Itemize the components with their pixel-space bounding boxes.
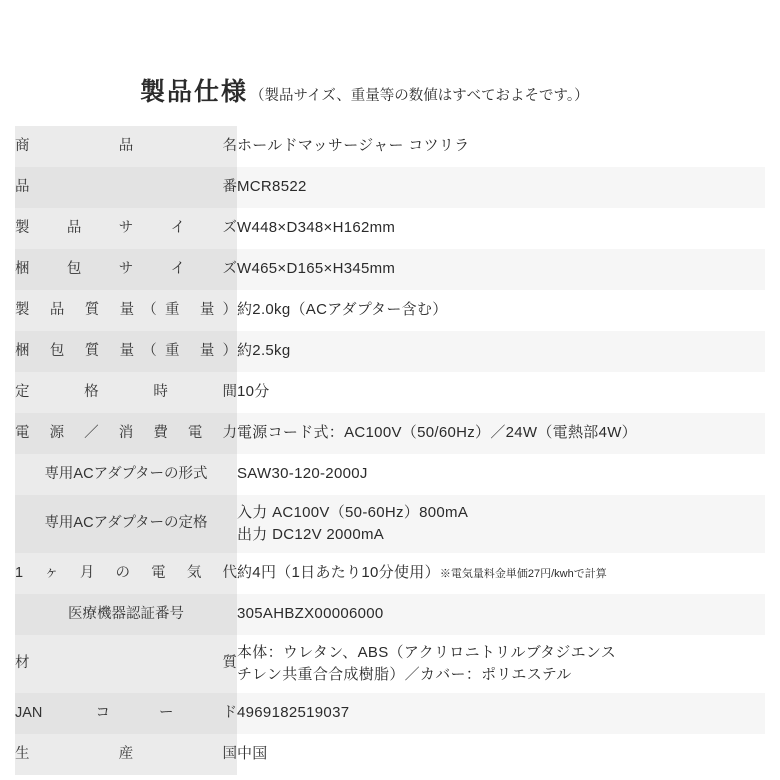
- spec-label: 製 品 質 量（重 量）: [15, 290, 237, 331]
- spec-value: W465×D165×H345mm: [237, 249, 765, 290]
- table-row: [15, 594, 765, 635]
- spec-value-note: ※電気量料金単価27円/kwhで計算: [439, 568, 607, 581]
- spec-value: [237, 495, 765, 553]
- table-row: [15, 331, 765, 372]
- spec-label: 定 格 時 間: [15, 372, 237, 413]
- spec-label: 品 番: [15, 167, 237, 208]
- spec-label: 材 質: [15, 635, 237, 693]
- spec-value-line-2: チレン共重合合成樹脂）／カバー：ポリエステル: [237, 666, 572, 683]
- spec-label: 製 品 サ イ ズ: [15, 208, 237, 249]
- spec-value: 305AHBZX00006000: [237, 594, 765, 635]
- spec-value-line-1: 入力 AC100V（50-60Hz）800mA: [237, 503, 469, 521]
- spec-value: [237, 635, 765, 693]
- spec-value-text: 約4円（1日あたり10分使用）: [237, 564, 440, 582]
- table-row: [15, 553, 765, 594]
- table-row: [15, 495, 765, 553]
- spec-label: 専用ACアダプターの形式: [15, 454, 237, 495]
- spec-table: [15, 126, 765, 775]
- spec-value: ホールドマッサージャー コツリラ: [237, 126, 765, 167]
- table-row: [15, 208, 765, 249]
- spec-value: 約2.5kg: [237, 331, 765, 372]
- spec-value: MCR8522: [237, 167, 765, 208]
- page-title-main: 製品仕様: [140, 78, 249, 106]
- spec-label: 梱 包 質 量（重 量）: [15, 331, 237, 372]
- table-row: [15, 413, 765, 454]
- table-row: [15, 167, 765, 208]
- spec-value: 中国: [237, 734, 765, 775]
- table-row: [15, 635, 765, 693]
- table-row: [15, 454, 765, 495]
- spec-label: 専用ACアダプターの定格: [15, 495, 237, 553]
- table-row: [15, 693, 765, 734]
- spec-label: 電 源 ／ 消 費 電 力: [15, 413, 237, 454]
- spec-value: 電源コード式：AC100V（50/60Hz）／24W（電熱部4W）: [237, 413, 765, 454]
- spec-value: 約2.0kg（ACアダプター含む）: [237, 290, 765, 331]
- spec-value-line-1: 本体：ウレタン、ABS（アクリロニトリルブタジエンス: [237, 643, 617, 661]
- table-row: [15, 734, 765, 775]
- spec-label: 1ヶ月の電気代: [15, 553, 237, 594]
- spec-label: JAN コード: [15, 693, 237, 734]
- spec-label: 医療機器認証番号: [15, 594, 237, 635]
- page-title-sub: （製品サイズ、重量等の数値はすべておよそです。）: [250, 88, 589, 104]
- spec-value-line-2: 出力 DC12V 2000mA: [237, 526, 385, 543]
- spec-value: W448×D348×H162mm: [237, 208, 765, 249]
- spec-label: 梱 包 サ イ ズ: [15, 249, 237, 290]
- table-row: [15, 126, 765, 167]
- table-row: [15, 372, 765, 413]
- spec-value: 4969182519037: [237, 693, 765, 734]
- spec-value: SAW30-120-2000J: [237, 454, 765, 495]
- spec-value: [237, 553, 765, 594]
- spec-value: 10分: [237, 372, 765, 413]
- table-row: [15, 290, 765, 331]
- table-row: [15, 249, 765, 290]
- spec-label: 商 品 名: [15, 126, 237, 167]
- page-title: [0, 0, 780, 126]
- spec-label: 生 産 国: [15, 734, 237, 775]
